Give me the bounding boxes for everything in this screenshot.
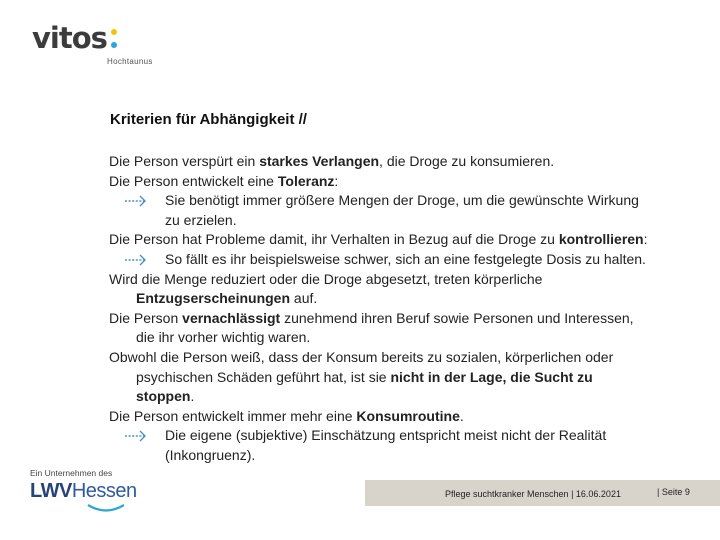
keyword: Entzugserscheinungen <box>136 290 291 307</box>
lwv-swoosh-icon <box>86 502 126 514</box>
text-run: Sie benötigt immer größere Mengen der Droge, um die gewünschte Wirkung <box>165 192 639 209</box>
criterion-line-6: Obwohl die Person weiß, dass der Konsum bereits zu sozialen, körperlichen oder <box>109 348 614 365</box>
logo-dot-blue <box>111 42 117 48</box>
text-run: Die Person hat Probleme damit, ihr Verhalten in Bezug auf die Droge zu <box>109 231 559 248</box>
text-run: : <box>643 231 648 248</box>
text-run: . <box>459 407 464 424</box>
text-run: . <box>190 388 195 405</box>
lwv-wordmark <box>30 480 137 503</box>
lwv-logo <box>30 468 140 518</box>
criterion-line-3 <box>109 230 709 250</box>
keyword: stoppen <box>136 388 191 405</box>
logo-subtitle: Hochtaunus <box>107 57 153 66</box>
criterion-line-7 <box>109 407 709 427</box>
text-run: Die Person entwickelt immer mehr eine <box>109 407 357 424</box>
text-run: Die Person verspürt ein <box>109 153 260 169</box>
text-run: So fällt es ihr beispielsweise schwer, sich an eine festgelegte Dosis zu halten. <box>165 250 646 267</box>
sub-point-2 <box>109 250 709 270</box>
criterion-line-4-cont <box>109 289 709 309</box>
text-run: psychischen Schäden geführt hat, ist sie <box>136 368 391 385</box>
keyword: kontrollieren <box>558 231 644 248</box>
criterion-line-5-cont: die ihr vorher wichtig waren. <box>136 329 311 346</box>
text-run: Die Person <box>109 309 183 326</box>
text-run: zunehmend ihren Beruf sowie Personen und Interessen, <box>280 309 634 326</box>
sub-point-3 <box>109 426 709 446</box>
criterion-line-6-cont <box>109 368 709 388</box>
keyword: vernachlässigt <box>182 309 281 326</box>
text-run: : <box>334 172 339 189</box>
arrow-right-icon <box>123 250 149 270</box>
sub-point-1-cont: zu erzielen. <box>165 211 237 228</box>
keyword: Konsumroutine <box>356 407 460 424</box>
logo-word: vitos <box>32 21 107 55</box>
text-run: , die Droge zu konsumieren. <box>379 153 555 169</box>
keyword: starkes Verlangen <box>259 153 380 169</box>
logo-colon-icon <box>111 29 117 51</box>
logo-dot-yellow <box>111 29 117 35</box>
criterion-line-1 <box>109 152 709 172</box>
criterion-line-4: Wird die Menge reduziert oder die Droge abgesetzt, treten körperliche <box>109 270 543 287</box>
criterion-line-5 <box>109 309 709 329</box>
criterion-line-6-cont2 <box>109 387 709 407</box>
arrow-right-icon <box>123 191 149 211</box>
slide-body <box>109 152 709 466</box>
text-run: auf. <box>290 290 318 307</box>
page-number: | Seite 9 <box>657 487 690 497</box>
text-run: Die Person entwickelt eine <box>109 172 278 189</box>
keyword: Toleranz <box>277 172 335 189</box>
sub-point-1 <box>109 191 709 211</box>
vitos-logo <box>32 18 172 70</box>
keyword: nicht in der Lage, die Sucht zu <box>390 368 593 385</box>
slide-title: Kriterien für Abhängigkeit // <box>110 111 307 128</box>
lwv-region: Hessen <box>71 480 137 502</box>
lwv-tagline: Ein Unternehmen des <box>30 468 113 478</box>
criterion-line-2 <box>109 172 709 192</box>
footer-text: Pflege suchtkranker Menschen | 16.06.2021 <box>445 489 621 499</box>
lwv-abbrev: LWV <box>30 480 72 502</box>
arrow-right-icon <box>123 426 149 446</box>
sub-point-3-cont: (Inkongruenz). <box>165 446 256 463</box>
text-run: Die eigene (subjektive) Einschätzung entspricht meist nicht der Realität <box>165 427 607 444</box>
